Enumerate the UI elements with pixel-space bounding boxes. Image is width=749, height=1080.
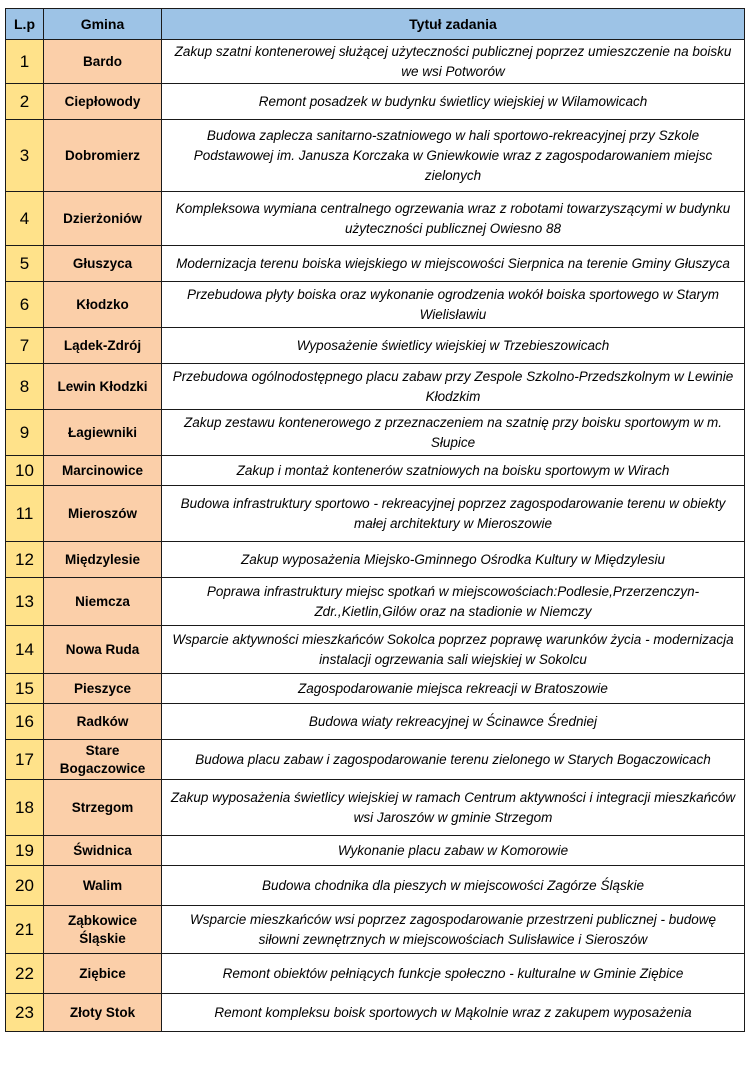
task-title: Wsparcie mieszkańców wsi poprzez zagospodarowanie przestrzeni publicznej - budowę siłowni zewnętrznych w miejscowościach Sulisławice i Sieroszów <box>162 906 745 954</box>
task-title: Przebudowa ogólnodostępnego placu zabaw przy Zespole Szkolno-Przedszkolnym w Lewinie Kłodzkim <box>162 364 745 410</box>
table-row <box>6 364 745 410</box>
row-number: 14 <box>6 626 44 674</box>
row-number: 2 <box>6 84 44 120</box>
gmina-name: Pieszyce <box>44 674 162 704</box>
row-number: 17 <box>6 740 44 780</box>
table-row <box>6 836 745 866</box>
table-row <box>6 626 745 674</box>
table-row <box>6 410 745 456</box>
table-row <box>6 542 745 578</box>
task-title: Wykonanie placu zabaw w Komorowie <box>162 836 745 866</box>
table-row <box>6 994 745 1032</box>
row-number: 18 <box>6 780 44 836</box>
table-row <box>6 328 745 364</box>
table-row <box>6 704 745 740</box>
task-title: Zakup wyposażenia Miejsko-Gminnego Ośrodka Kultury w Międzylesiu <box>162 542 745 578</box>
gmina-name: Lądek-Zdrój <box>44 328 162 364</box>
task-title: Wsparcie aktywności mieszkańców Sokolca poprzez poprawę warunków życia - modernizacja instalacji ogrzewania sali wiejskiej w Sokolcu <box>162 626 745 674</box>
gmina-name: Ziębice <box>44 954 162 994</box>
row-number: 23 <box>6 994 44 1032</box>
table-row <box>6 282 745 328</box>
task-title: Modernizacja terenu boiska wiejskiego w miejscowości Sierpnica na terenie Gminy Głuszyca <box>162 246 745 282</box>
gmina-name: Bardo <box>44 40 162 84</box>
header-row <box>6 9 745 40</box>
gmina-name: Dzierżoniów <box>44 192 162 246</box>
table-row <box>6 740 745 780</box>
task-title: Budowa placu zabaw i zagospodarowanie terenu zielonego w Starych Bogaczowicach <box>162 740 745 780</box>
row-number: 13 <box>6 578 44 626</box>
task-title: Kompleksowa wymiana centralnego ogrzewania wraz z robotami towarzyszącymi w budynku użyteczności publicznej Owiesno 88 <box>162 192 745 246</box>
gmina-name: Międzylesie <box>44 542 162 578</box>
task-title: Zakup wyposażenia świetlicy wiejskiej w ramach Centrum aktywności i integracji mieszkańców wsi Jaroszów w gminie Strzegom <box>162 780 745 836</box>
gmina-name: Złoty Stok <box>44 994 162 1032</box>
header-title: Tytuł zadania <box>162 9 745 40</box>
row-number: 20 <box>6 866 44 906</box>
gmina-name: Mieroszów <box>44 486 162 542</box>
gmina-name: Stare Bogaczowice <box>44 740 162 780</box>
table-row <box>6 192 745 246</box>
gmina-name: Strzegom <box>44 780 162 836</box>
row-number: 22 <box>6 954 44 994</box>
task-title: Zakup zestawu kontenerowego z przeznaczeniem na szatnię przy boisku sportowym w m. Słupice <box>162 410 745 456</box>
row-number: 10 <box>6 456 44 486</box>
table-row <box>6 120 745 192</box>
task-title: Zagospodarowanie miejsca rekreacji w Bratoszowie <box>162 674 745 704</box>
row-number: 21 <box>6 906 44 954</box>
row-number: 5 <box>6 246 44 282</box>
row-number: 12 <box>6 542 44 578</box>
task-title: Zakup i montaż kontenerów szatniowych na boisku sportowym w Wirach <box>162 456 745 486</box>
row-number: 7 <box>6 328 44 364</box>
row-number: 8 <box>6 364 44 410</box>
table-row <box>6 780 745 836</box>
task-title: Budowa zaplecza sanitarno-szatniowego w hali sportowo-rekreacyjnej przy Szkole Podstawowej im. Janusza Korczaka w Gniewkowie wraz z zagospodarowaniem miejsc zielonych <box>162 120 745 192</box>
task-title: Budowa wiaty rekreacyjnej w Ścinawce Średniej <box>162 704 745 740</box>
table-row <box>6 84 745 120</box>
table-row <box>6 456 745 486</box>
task-title: Budowa chodnika dla pieszych w miejscowości Zagórze Śląskie <box>162 866 745 906</box>
header-gmina: Gmina <box>44 9 162 40</box>
row-number: 1 <box>6 40 44 84</box>
row-number: 15 <box>6 674 44 704</box>
gmina-name: Lewin Kłodzki <box>44 364 162 410</box>
gmina-name: Niemcza <box>44 578 162 626</box>
table-row <box>6 246 745 282</box>
row-number: 19 <box>6 836 44 866</box>
table-row <box>6 866 745 906</box>
row-number: 11 <box>6 486 44 542</box>
gmina-name: Ciepłowody <box>44 84 162 120</box>
gmina-name: Dobromierz <box>44 120 162 192</box>
table-row <box>6 40 745 84</box>
task-title: Remont kompleksu boisk sportowych w Mąkolnie wraz z zakupem wyposażenia <box>162 994 745 1032</box>
gmina-name: Łagiewniki <box>44 410 162 456</box>
row-number: 9 <box>6 410 44 456</box>
table-row <box>6 906 745 954</box>
header-lp: L.p <box>6 9 44 40</box>
table-row <box>6 578 745 626</box>
task-title: Remont obiektów pełniących funkcje społeczno - kulturalne w Gminie Ziębice <box>162 954 745 994</box>
row-number: 6 <box>6 282 44 328</box>
table-row <box>6 954 745 994</box>
gmina-name: Świdnica <box>44 836 162 866</box>
task-title: Przebudowa płyty boiska oraz wykonanie ogrodzenia wokół boiska sportowego w Starym Wielisławiu <box>162 282 745 328</box>
gmina-name: Marcinowice <box>44 456 162 486</box>
gmina-name: Walim <box>44 866 162 906</box>
gmina-name: Głuszyca <box>44 246 162 282</box>
table-row <box>6 486 745 542</box>
table-row <box>6 674 745 704</box>
gmina-name: Radków <box>44 704 162 740</box>
task-title: Poprawa infrastruktury miejsc spotkań w miejscowościach:Podlesie,Przerzenczyn-Zdr.,Kietlin,Gilów oraz na stadionie w Niemczy <box>162 578 745 626</box>
row-number: 3 <box>6 120 44 192</box>
task-title: Wyposażenie świetlicy wiejskiej w Trzebieszowicach <box>162 328 745 364</box>
row-number: 4 <box>6 192 44 246</box>
task-title: Remont posadzek w budynku świetlicy wiejskiej w Wilamowicach <box>162 84 745 120</box>
gmina-name: Ząbkowice Śląskie <box>44 906 162 954</box>
row-number: 16 <box>6 704 44 740</box>
task-title: Budowa infrastruktury sportowo - rekreacyjnej poprzez zagospodarowanie terenu w obiekty małej architektury w Mieroszowie <box>162 486 745 542</box>
task-title: Zakup szatni kontenerowej służącej użyteczności publicznej poprzez umieszczenie na boisku we wsi Potworów <box>162 40 745 84</box>
tasks-table <box>5 8 745 1032</box>
gmina-name: Nowa Ruda <box>44 626 162 674</box>
gmina-name: Kłodzko <box>44 282 162 328</box>
